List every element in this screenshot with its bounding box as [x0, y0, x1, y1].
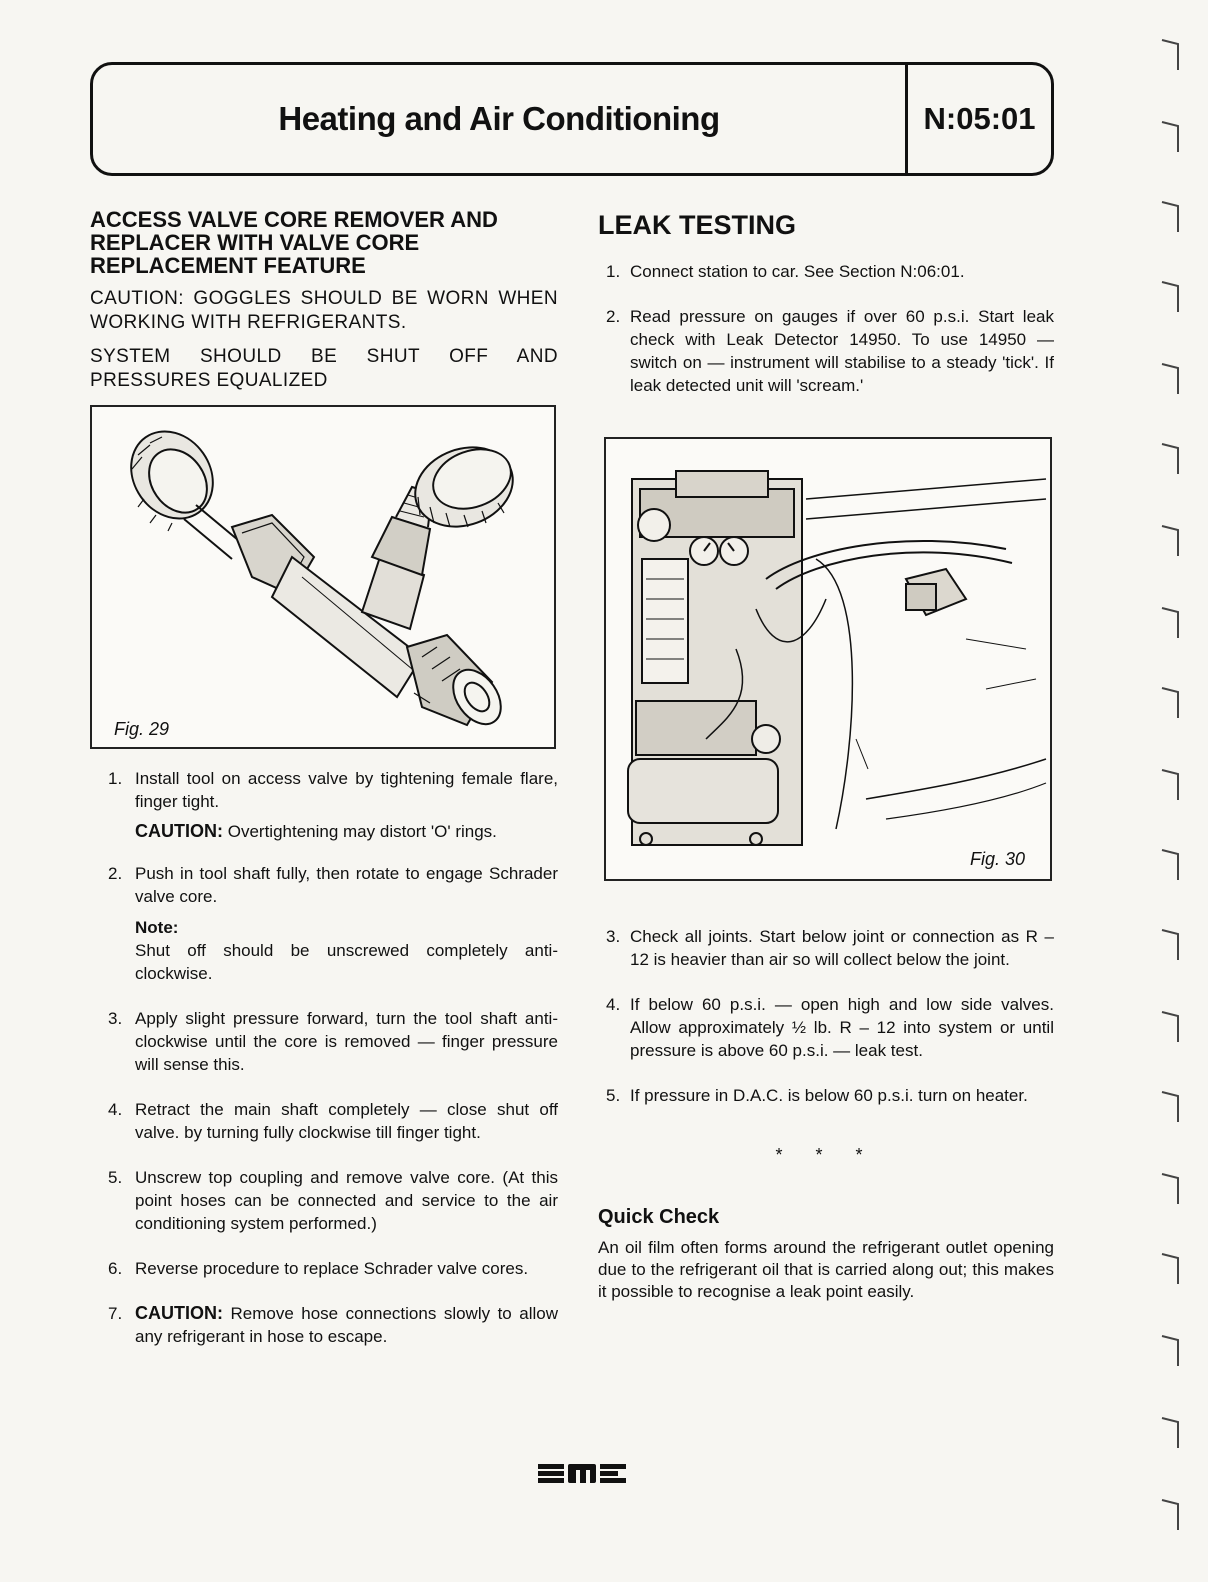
charging-station-illustration: [606, 439, 1050, 879]
list-item: 4. Retract the main shaft completely — close shut off valve. by turning fully clockwise till finger tight.: [108, 1100, 558, 1142]
section-separator: * * *: [775, 1145, 877, 1165]
figure-29-label: Fig. 29: [114, 719, 170, 739]
goggles-caution: CAUTION: GOGGLES SHOULD BE WORN WHEN WORKING WITH REFRIGERANTS.: [90, 288, 558, 333]
binder-edge-marks: [1150, 30, 1190, 1560]
overtightening-caution: CAUTION: Overtightening may distort 'O' rings.: [135, 821, 497, 841]
system-shutoff-caution: SYSTEM SHOULD BE SHUT OFF AND PRESSURES EQUALIZED: [90, 346, 558, 391]
dmc-logo: [538, 1462, 626, 1486]
list-item: 3. Check all joints. Start below joint or connection as R – 12 is heavier than air so will collect below the joint.: [606, 927, 1054, 969]
valve-tool-steps: [90, 767, 558, 1348]
list-item: 3. Apply slight pressure forward, turn the tool shaft anti-clockwise until the core is removed — finger pressure will sense this.: [108, 1009, 558, 1074]
list-item: 6. Reverse procedure to replace Schrader valve cores.: [108, 1259, 529, 1278]
list-item: 1. Connect station to car. See Section N:06:01.: [606, 262, 965, 281]
right-column: [598, 208, 1054, 1303]
leak-test-steps-a: [598, 260, 1054, 397]
quick-check-text: An oil film often forms around the refrigerant outlet opening due to the refrigerant oil that is carried along out; this makes it possible to recognise a leak point easily.: [598, 1238, 1054, 1301]
list-item: 7. CAUTION: Remove hose connections slowly to allow any refrigerant in hose to escape.: [108, 1303, 558, 1346]
note-text: Shut off should be unscrewed completely anti-clockwise.: [135, 941, 558, 983]
list-item: 2. Read pressure on gauges if over 60 p.s.i. Start leak check with Leak Detector 14950. To use 14950 — switch on — instrument will stabilise to a steady 'tick'. If leak detected unit will 'scream.': [606, 307, 1054, 395]
list-item: 1. Install tool on access valve by tightening female flare, finger tight. CAUTION: Overtightening may distort 'O' rings.: [90, 767, 558, 844]
valve-core-tool-illustration: [92, 407, 554, 747]
list-item: 5. If pressure in D.A.C. is below 60 p.s.i. turn on heater.: [606, 1086, 1028, 1105]
figure-30: [604, 437, 1052, 881]
list-item: 5. Unscrew top coupling and remove valve core. (At this point hoses can be connected and service to the air conditioning system performed.): [108, 1168, 558, 1233]
list-item: 4. If below 60 p.s.i. — open high and low side valves. Allow approximately ½ lb. R – 12 into system or until pressure is above 60 p.s.i. — leak test.: [606, 995, 1054, 1060]
page-header: [90, 62, 1054, 176]
figure-29: [90, 405, 556, 749]
section-code: N:05:01: [923, 101, 1036, 136]
valve-tool-heading: ACCESS VALVE CORE REMOVER AND REPLACER WITH VALVE CORE REPLACEMENT FEATURE: [90, 207, 498, 278]
quick-check-heading: Quick Check: [598, 1206, 720, 1228]
figure-30-label: Fig. 30: [970, 849, 1026, 869]
note-label: Note:: [135, 918, 179, 937]
list-item: 2. Push in tool shaft fully, then rotate to engage Schrader valve core. Note: Shut off should be unscrewed completely anti-clockwise.: [108, 864, 558, 983]
left-column: [90, 208, 558, 1348]
dmc-logo-mark: [538, 1462, 626, 1486]
leak-testing-heading: LEAK TESTING: [598, 210, 797, 240]
leak-test-steps-b: [598, 925, 1054, 1107]
remove-hose-caution-label: CAUTION:: [135, 1303, 223, 1323]
page-title: Heating and Air Conditioning: [278, 100, 720, 137]
